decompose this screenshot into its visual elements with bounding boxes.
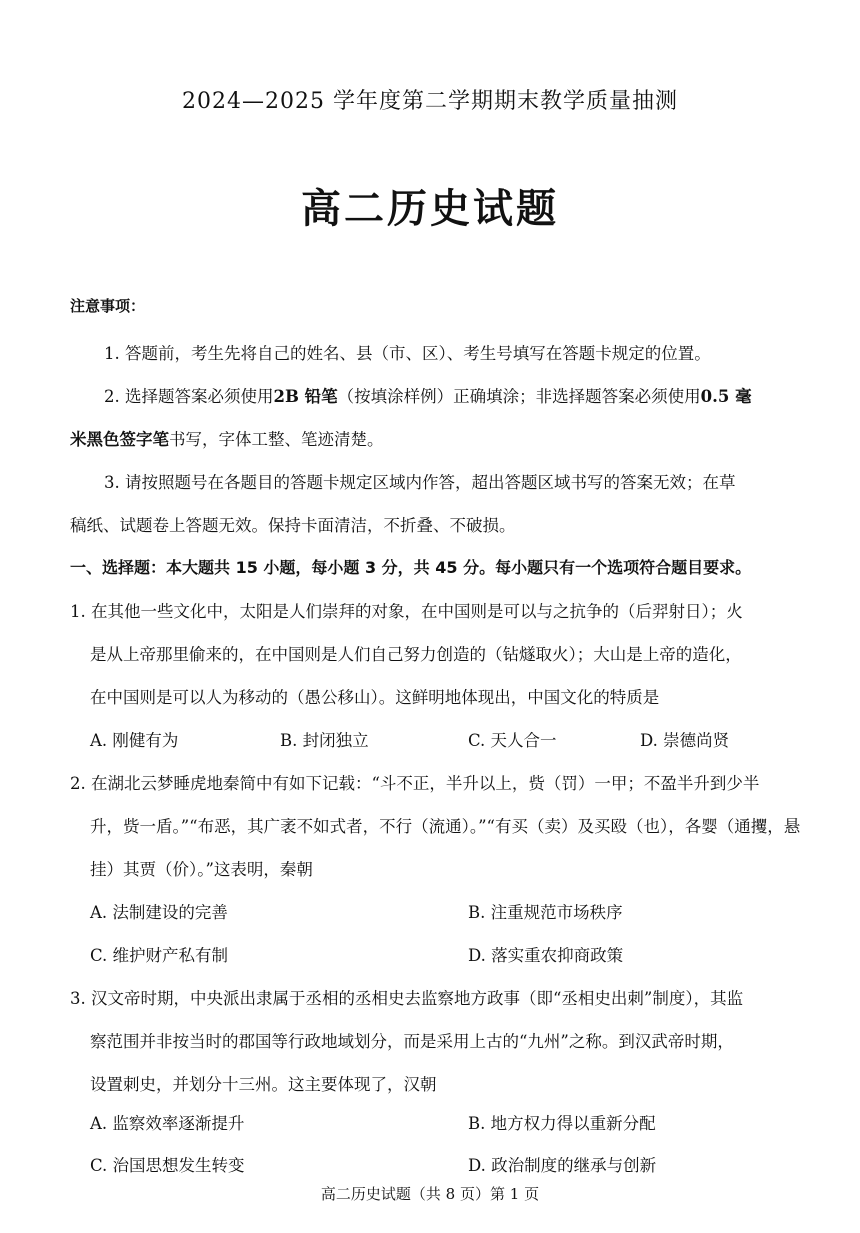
notice-item-2-line-2 (70, 426, 810, 450)
q2-option-c: C. 维护财产私有制 (90, 946, 229, 965)
notice-item-3-line-1: 3. 请按照题号在各题目的答题卡规定区域内作答，超出答题区域书写的答案无效；在草 (104, 473, 736, 492)
notice-item-2-text-f: 书写，字体工整、笔迹清楚。 (169, 430, 384, 449)
q1-option-c: C. 天人合一 (468, 731, 557, 750)
notice-heading: 注意事项： (70, 297, 146, 315)
page-footer: 高二历史试题（共 8 页）第 1 页 (320, 1185, 540, 1203)
notice-item-2-text-a: 2. 选择题答案必须使用 (104, 387, 274, 406)
q2-option-b: B. 注重规范市场秩序 (468, 903, 623, 922)
q1-stem-line-1: 1. 在其他一些文化中，太阳是人们崇拜的对象，在中国则是可以与之抗争的（后羿射日）；火 (70, 602, 743, 621)
notice-item-2-pen-size: 0.5 毫 (700, 387, 752, 406)
notice-item-2-line-1 (104, 383, 810, 407)
q3-option-d: D. 政治制度的继承与创新 (468, 1156, 657, 1175)
exam-title: 高二历史试题 (301, 186, 559, 232)
notice-item-2-pen: 米黑色签字笔 (70, 430, 169, 449)
notice-item-2-pencil: 2B 铅笔 (273, 387, 338, 406)
notice-item-3-line-2: 稿纸、试题卷上答题无效。保持卡面清洁，不折叠、不破损。 (70, 516, 516, 535)
notice-item-1: 1. 答题前，考生先将自己的姓名、县（市、区）、考生号填写在答题卡规定的位置。 (104, 344, 711, 363)
q3-stem-line-2: 察范围并非按当时的郡国等行政地域划分，而是采用上古的“九州”之称。到汉武帝时期， (90, 1032, 734, 1051)
q3-option-a: A. 监察效率逐渐提升 (90, 1114, 245, 1133)
q1-stem-line-3: 在中国则是可以人为移动的（愚公移山）。这鲜明地体现出，中国文化的特质是 (90, 688, 660, 707)
exam-subtitle: 2024—2025 学年度第二学期期末教学质量抽测 (182, 89, 678, 114)
q1-option-a: A. 刚健有为 (90, 731, 179, 750)
q2-option-a: A. 法制建设的完善 (90, 903, 228, 922)
q1-option-d: D. 崇德尚贤 (640, 731, 730, 750)
q3-option-c: C. 治国思想发生转变 (90, 1156, 245, 1175)
q2-stem-line-1: 2. 在湖北云梦睡虎地秦简中有如下记载：“斗不正，半升以上，赀（罚）一甲；不盈半升到少半 (70, 774, 760, 793)
q1-stem-line-2: 是从上帝那里偷来的，在中国则是人们自己努力创造的（钻燧取火）；大山是上帝的造化， (90, 645, 742, 664)
q2-stem-line-3: 挂）其贾（价）。”这表明，秦朝 (90, 860, 313, 879)
q2-option-d: D. 落实重农抑商政策 (468, 946, 624, 965)
q3-stem-line-1: 3. 汉文帝时期，中央派出隶属于丞相的丞相史去监察地方政事（即“丞相史出刺”制度），其监 (70, 989, 744, 1008)
q3-stem-line-3: 设置刺史，并划分十三州。这主要体现了，汉朝 (90, 1075, 437, 1094)
notice-item-2-text-c: （按填涂样例）正确填涂；非选择题答案必须使用 (337, 387, 701, 406)
q1-option-b: B. 封闭独立 (280, 731, 369, 750)
q3-option-b: B. 地方权力得以重新分配 (468, 1114, 656, 1133)
section-1-heading: 一、选择题：本大题共 15 小题，每小题 3 分，共 45 分。每小题只有一个选项符合题目要求。 (70, 558, 752, 577)
q2-stem-line-2: 升，赀一盾。”“布恶，其广袤不如式者，不行（流通）。”“有买（卖）及买殴（也），各婴（通攫，悬 (90, 817, 801, 836)
